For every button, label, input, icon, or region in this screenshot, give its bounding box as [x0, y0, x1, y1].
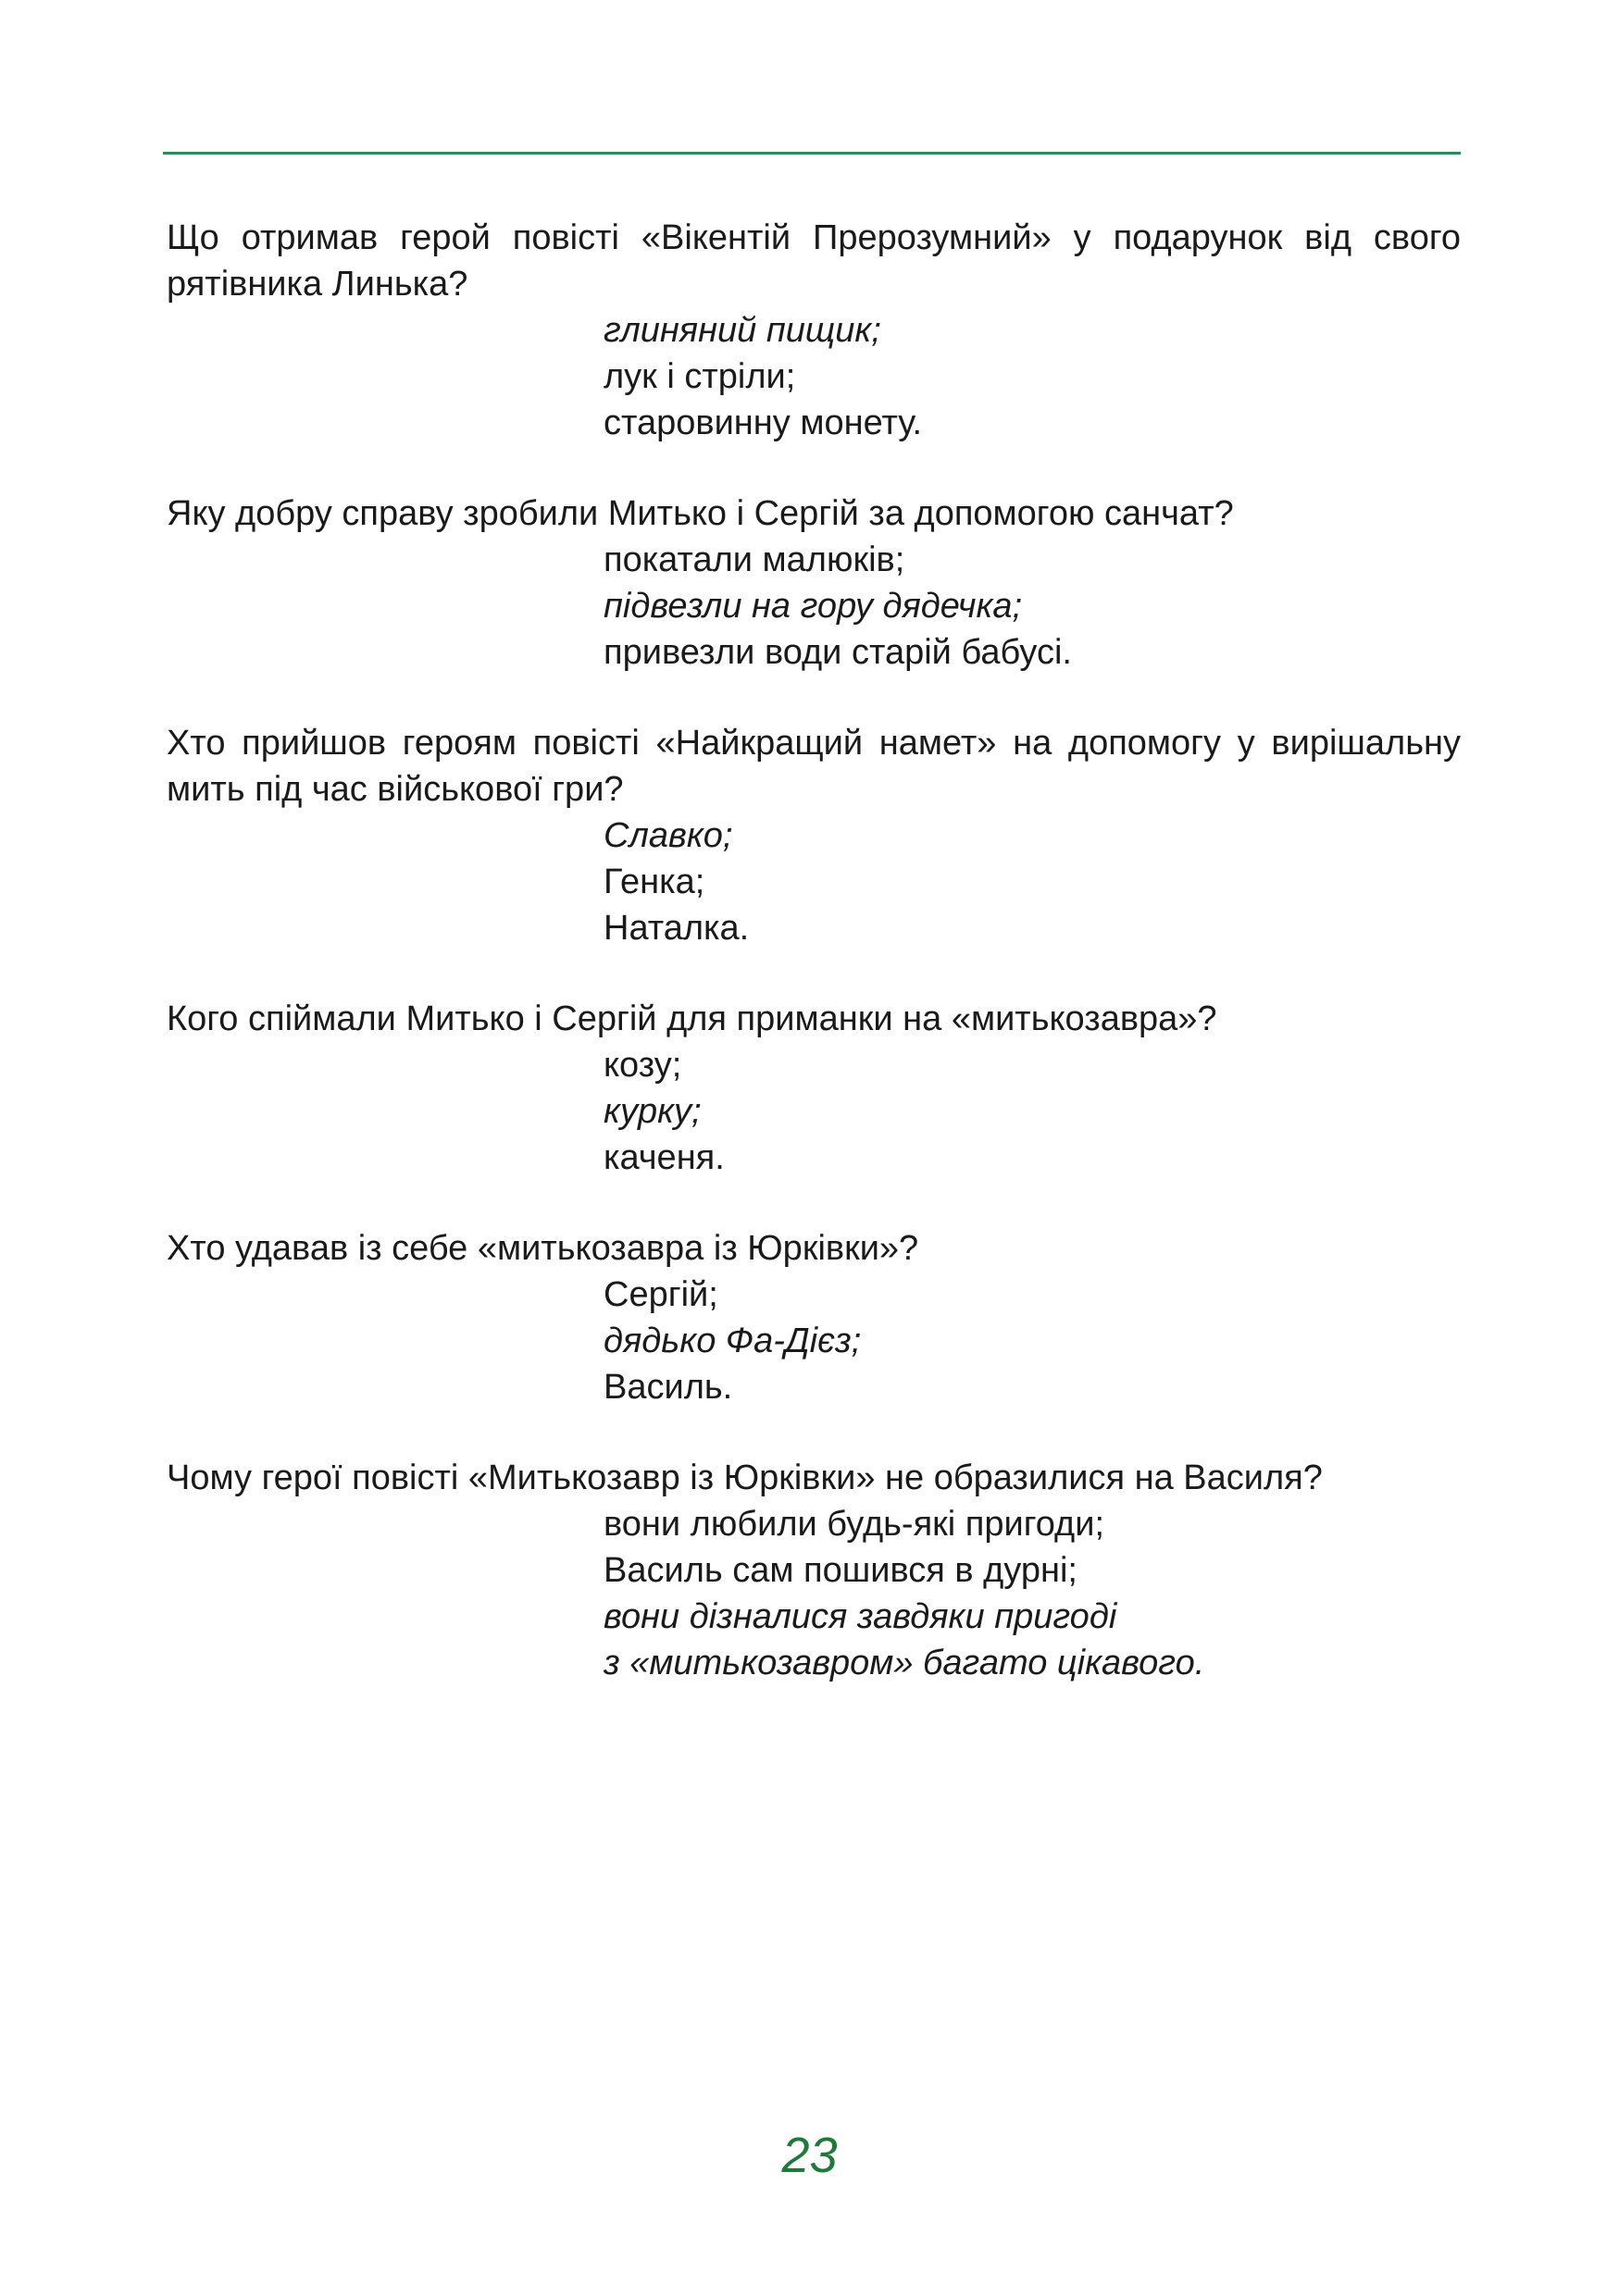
page-number: 23 — [781, 2128, 838, 2183]
question-block — [167, 1225, 1461, 1410]
answer-option: Генка; — [604, 863, 705, 901]
answer-option: каченя. — [604, 1138, 725, 1177]
answer-option: Василь. — [604, 1368, 733, 1407]
question-text: Хто прийшов героям повісті «Найкращий намет» на допомогу у вирішальну мить під час військової гри? — [167, 724, 1461, 809]
answer-list — [167, 1042, 1461, 1181]
question-block — [167, 490, 1461, 676]
answer-option: старовинну монету. — [604, 403, 923, 442]
answer-list — [167, 813, 1461, 951]
answer-list — [167, 537, 1461, 676]
answer-option-correct: підвезли на гору дядечка; — [604, 587, 1023, 626]
question-text: Кого спіймали Митько і Сергій для приманки на «митькозавра»? — [167, 999, 1217, 1038]
answer-option-correct: дядько Фа-Дієз; — [604, 1322, 862, 1360]
answer-option: привезли води старій бабусі. — [604, 633, 1072, 672]
question-block — [167, 996, 1461, 1181]
answer-option: вони любили будь-які пригоди; — [604, 1505, 1104, 1544]
answer-option: Сергій; — [604, 1275, 718, 1314]
question-block — [167, 215, 1461, 446]
answer-list — [167, 307, 1461, 446]
quiz-content — [167, 215, 1461, 1731]
answer-option: покатали малюків; — [604, 540, 905, 579]
answer-option: лук і стріли; — [604, 357, 796, 396]
answer-option-correct: курку; — [604, 1092, 702, 1131]
answer-list — [167, 1501, 1461, 1686]
header-rule — [163, 152, 1461, 155]
question-text: Хто удавав із себе «митькозавра із Юрківки»? — [167, 1229, 919, 1268]
question-block — [167, 1455, 1461, 1686]
answer-option: козу; — [604, 1046, 682, 1085]
answer-option-correct: вони дізналися завдяки пригоді з «митькозавром» багато цікавого. — [604, 1597, 1205, 1682]
question-text: Чому герої повісті «Митькозавр із Юрківки» не образилися на Василя? — [167, 1458, 1323, 1497]
answer-option: Василь сам пошився в дурні; — [604, 1551, 1077, 1590]
answer-list — [167, 1272, 1461, 1410]
answer-option: Наталка. — [604, 909, 750, 948]
question-block — [167, 720, 1461, 951]
question-text: Що отримав герой повісті «Вікентій Прерозумний» у подарунок від свого рятівника Линька? — [167, 218, 1461, 304]
answer-option-correct: Славко; — [604, 816, 733, 855]
answer-option-correct: глиняний пищик; — [604, 311, 881, 350]
question-text: Яку добру справу зробили Митько і Сергій за допомогою санчат? — [167, 494, 1234, 533]
